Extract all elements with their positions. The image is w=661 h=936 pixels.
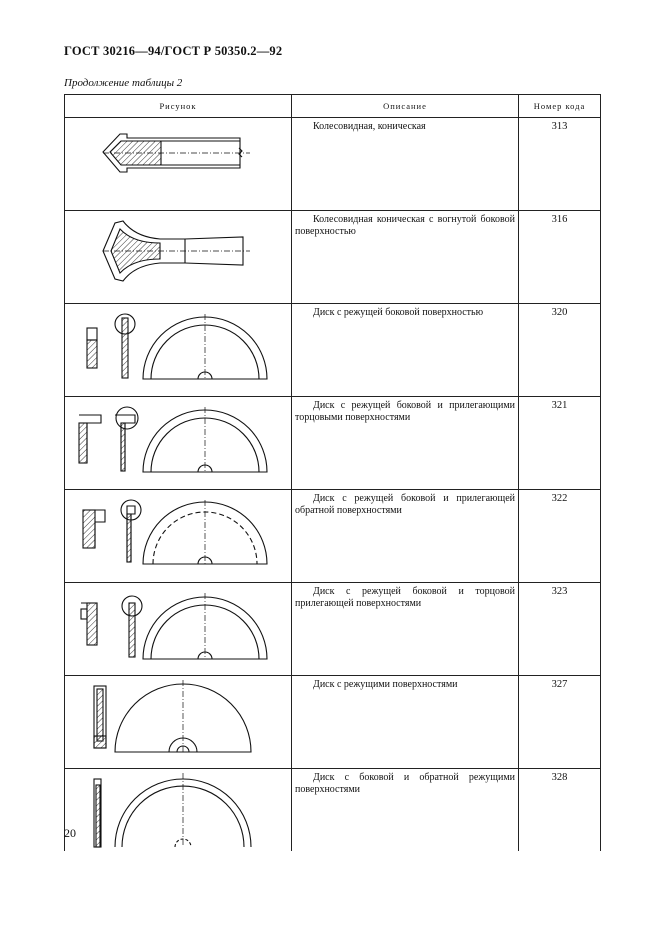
figure-cell bbox=[65, 769, 292, 852]
disc-cutting-surfaces-drawing bbox=[65, 676, 292, 768]
figure-cell bbox=[65, 397, 292, 490]
code-text: 323 bbox=[551, 586, 568, 597]
code-text: 328 bbox=[551, 772, 568, 783]
disc-side-back-cutting-surfaces-drawing bbox=[65, 769, 292, 851]
table-row bbox=[65, 211, 601, 304]
code-text: 321 bbox=[551, 400, 568, 411]
table-row bbox=[65, 769, 601, 852]
table-row bbox=[65, 397, 601, 490]
table-row bbox=[65, 490, 601, 583]
code-text: 320 bbox=[551, 307, 568, 318]
code-text: 327 bbox=[551, 679, 568, 690]
code-cell bbox=[519, 769, 601, 852]
code-text: 313 bbox=[551, 121, 568, 132]
description-cell bbox=[292, 118, 519, 211]
description-cell bbox=[292, 490, 519, 583]
disc-side-back-cutting-drawing bbox=[65, 490, 292, 582]
concave-conical-wheel-drawing bbox=[65, 211, 292, 303]
disc-side-face-adjacent-cutting-drawing bbox=[65, 583, 292, 675]
description-text: Колесовидная, коническая bbox=[313, 121, 426, 132]
table-header-row bbox=[65, 95, 601, 118]
figure-cell bbox=[65, 211, 292, 304]
description-text: Диск с режущей боковой поверхностью bbox=[313, 307, 484, 318]
conical-wheel-drawing bbox=[65, 118, 292, 210]
code-cell bbox=[519, 490, 601, 583]
column-header-figure: Рисунок bbox=[65, 95, 292, 118]
table-row bbox=[65, 304, 601, 397]
description-text: Диск с режущей боковой и торцовой прилегающей поверхностями bbox=[295, 586, 515, 609]
code-cell bbox=[519, 211, 601, 304]
description-cell bbox=[292, 211, 519, 304]
code-cell bbox=[519, 118, 601, 211]
description-cell bbox=[292, 397, 519, 490]
figure-cell bbox=[65, 676, 292, 769]
table-row bbox=[65, 118, 601, 211]
tools-table bbox=[64, 94, 601, 851]
code-cell bbox=[519, 676, 601, 769]
description-text: Диск с боковой и обратной режущими поверхностями bbox=[295, 772, 515, 795]
description-cell bbox=[292, 769, 519, 852]
column-header-code: Номер кода bbox=[519, 95, 601, 118]
description-text: Диск с режущей боковой и прилегающими торцовыми поверхностями bbox=[295, 400, 515, 423]
table-caption: Продолжение таблицы 2 bbox=[64, 77, 183, 89]
code-text: 316 bbox=[551, 214, 568, 225]
code-cell bbox=[519, 397, 601, 490]
description-text: Диск с режущей боковой и прилегающей обратной поверхностями bbox=[295, 493, 515, 516]
figure-cell bbox=[65, 583, 292, 676]
description-cell bbox=[292, 583, 519, 676]
description-cell bbox=[292, 304, 519, 397]
document-header: ГОСТ 30216—94/ГОСТ Р 50350.2—92 bbox=[64, 44, 283, 58]
page-number: 20 bbox=[64, 826, 76, 840]
table-row bbox=[65, 676, 601, 769]
description-cell bbox=[292, 676, 519, 769]
code-cell bbox=[519, 583, 601, 676]
column-header-description: Описание bbox=[292, 95, 519, 118]
disc-side-cutting-drawing bbox=[65, 304, 292, 396]
figure-cell bbox=[65, 304, 292, 397]
code-text: 322 bbox=[551, 493, 568, 504]
description-text: Диск с режущими поверхностями bbox=[313, 679, 458, 690]
figure-cell bbox=[65, 118, 292, 211]
figure-cell bbox=[65, 490, 292, 583]
description-text: Колесовидная коническая с вогнутой боковой поверхностью bbox=[295, 214, 515, 237]
disc-side-face-cutting-drawing bbox=[65, 397, 292, 489]
table-row bbox=[65, 583, 601, 676]
code-cell bbox=[519, 304, 601, 397]
